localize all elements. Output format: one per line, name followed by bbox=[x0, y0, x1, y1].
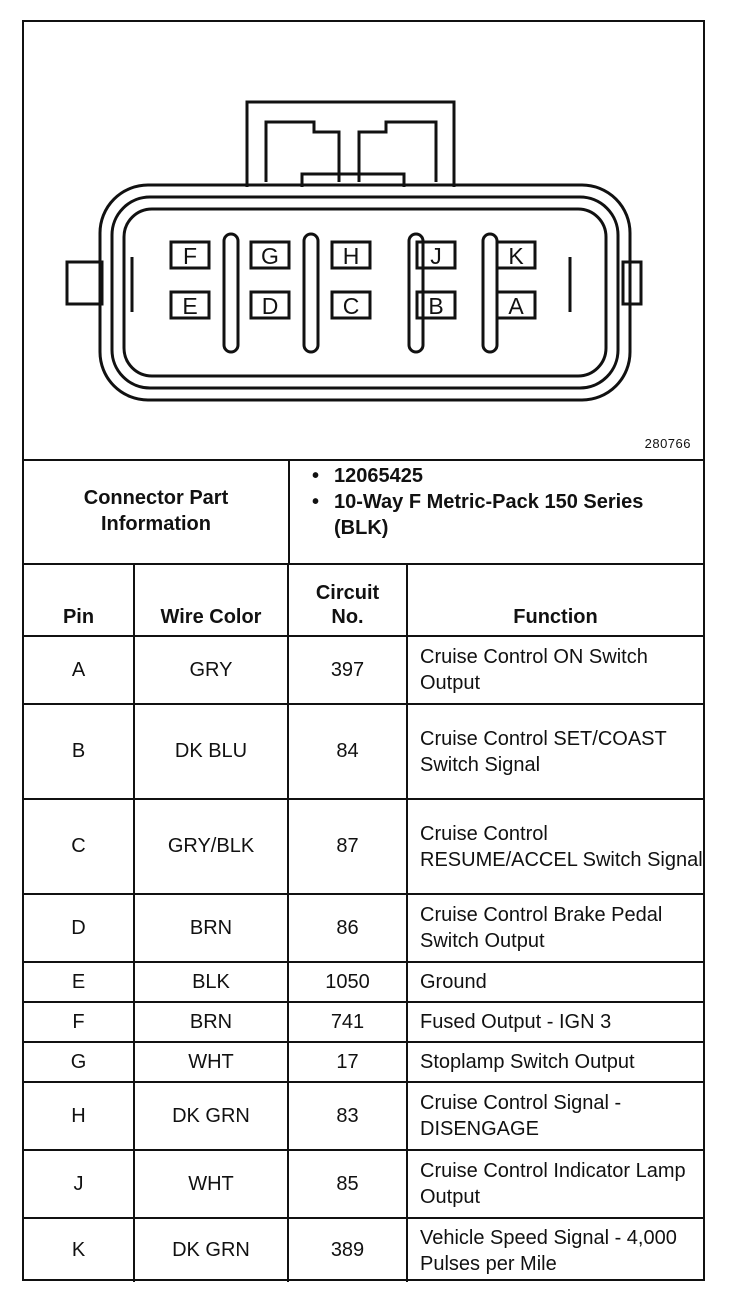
pin-cell: K bbox=[24, 1218, 134, 1282]
table-row bbox=[24, 636, 703, 704]
function-cell: Cruise Control SET/COAST Switch Signal bbox=[407, 704, 703, 799]
wire-color-cell: DK GRN bbox=[134, 1082, 288, 1150]
header-function: Function bbox=[407, 564, 703, 636]
circuit-cell: 84 bbox=[288, 704, 407, 799]
wire-color-cell: WHT bbox=[134, 1150, 288, 1218]
connector-part-info bbox=[24, 459, 703, 565]
pin-label-J: J bbox=[430, 243, 442, 269]
part-number: • 12065425 bbox=[290, 463, 703, 489]
pin-cell: J bbox=[24, 1150, 134, 1218]
pin-cell: G bbox=[24, 1042, 134, 1082]
circuit-cell: 397 bbox=[288, 636, 407, 704]
wire-color-cell: BRN bbox=[134, 1002, 288, 1042]
function-cell: Cruise Control Indicator Lamp Output bbox=[407, 1150, 703, 1218]
pin-label-A: A bbox=[508, 293, 524, 319]
connector-sheet bbox=[22, 20, 705, 1281]
table-row bbox=[24, 1218, 703, 1282]
connector-face-drawing bbox=[24, 22, 703, 459]
circuit-cell: 85 bbox=[288, 1150, 407, 1218]
function-cell: Cruise Control RESUME/ACCEL Switch Signal bbox=[407, 799, 703, 894]
table-row bbox=[24, 962, 703, 1002]
pin-label-B: B bbox=[428, 293, 444, 319]
connector-diagram bbox=[24, 22, 703, 461]
figure-number: 280766 bbox=[644, 436, 691, 451]
pin-label-E: E bbox=[182, 293, 198, 319]
function-cell: Vehicle Speed Signal - 4,000 Pulses per Mile bbox=[407, 1218, 703, 1282]
pin-label-D: D bbox=[261, 293, 279, 319]
table-row bbox=[24, 1002, 703, 1042]
header-circuit-text: Circuit No. bbox=[315, 582, 380, 628]
table-row bbox=[24, 1042, 703, 1082]
circuit-cell: 17 bbox=[288, 1042, 407, 1082]
table-row bbox=[24, 1082, 703, 1150]
function-cell: Cruise Control Brake Pedal Switch Output bbox=[407, 894, 703, 962]
pin-cell: B bbox=[24, 704, 134, 799]
pin-label-H: H bbox=[342, 243, 360, 269]
function-cell: Cruise Control Signal - DISENGAGE bbox=[407, 1082, 703, 1150]
table-header-row bbox=[24, 564, 703, 636]
pin-cell: C bbox=[24, 799, 134, 894]
connector-info-label-text: Connector Part Information bbox=[83, 487, 229, 535]
circuit-cell: 86 bbox=[288, 894, 407, 962]
circuit-cell: 389 bbox=[288, 1218, 407, 1282]
pin-label-G: G bbox=[261, 243, 279, 269]
table-row bbox=[24, 799, 703, 894]
pin-cell: H bbox=[24, 1082, 134, 1150]
pin-cell: E bbox=[24, 962, 134, 1002]
pin-table bbox=[24, 563, 703, 1282]
pin-cell: D bbox=[24, 894, 134, 962]
circuit-cell: 1050 bbox=[288, 962, 407, 1002]
table-row bbox=[24, 704, 703, 799]
circuit-cell: 87 bbox=[288, 799, 407, 894]
function-cell: Cruise Control ON Switch Output bbox=[407, 636, 703, 704]
wire-color-cell: DK BLU bbox=[134, 704, 288, 799]
table-row bbox=[24, 894, 703, 962]
pin-label-C: C bbox=[342, 293, 360, 319]
wire-color-cell: BRN bbox=[134, 894, 288, 962]
connector-info-list bbox=[290, 463, 703, 541]
table-row bbox=[24, 1150, 703, 1218]
pin-label-K: K bbox=[508, 243, 524, 269]
header-pin: Pin bbox=[24, 564, 134, 636]
wire-color-cell: BLK bbox=[134, 962, 288, 1002]
wire-color-cell: GRY/BLK bbox=[134, 799, 288, 894]
connector-info-label bbox=[24, 459, 290, 563]
circuit-cell: 83 bbox=[288, 1082, 407, 1150]
function-cell: Ground bbox=[407, 962, 703, 1002]
header-circuit bbox=[288, 564, 407, 636]
function-cell: Stoplamp Switch Output bbox=[407, 1042, 703, 1082]
wire-color-cell: DK GRN bbox=[134, 1218, 288, 1282]
pin-cell: A bbox=[24, 636, 134, 704]
circuit-cell: 741 bbox=[288, 1002, 407, 1042]
connector-type: • 10-Way F Metric-Pack 150 Series (BLK) bbox=[290, 489, 703, 541]
wire-color-cell: WHT bbox=[134, 1042, 288, 1082]
pin-label-F: F bbox=[182, 243, 198, 269]
pin-cell: F bbox=[24, 1002, 134, 1042]
function-cell: Fused Output - IGN 3 bbox=[407, 1002, 703, 1042]
header-wire-color: Wire Color bbox=[134, 564, 288, 636]
wire-color-cell: GRY bbox=[134, 636, 288, 704]
